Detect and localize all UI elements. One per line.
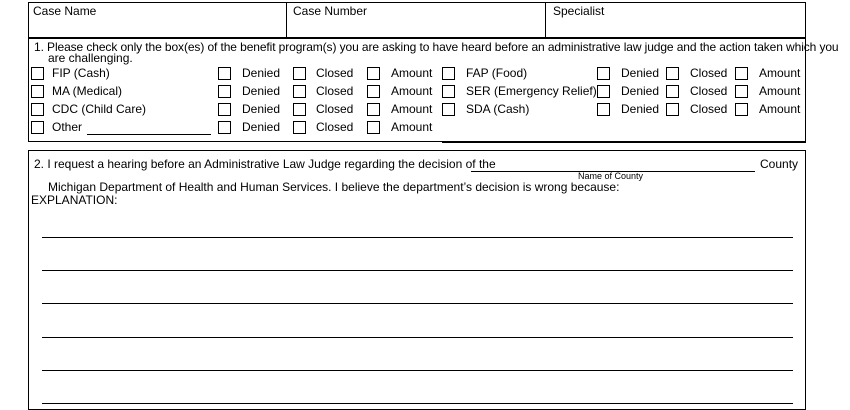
name-of-county-caption: Name of County (578, 171, 644, 181)
case-number-field[interactable] (287, 18, 544, 37)
ser-closed-label: Closed (690, 84, 728, 98)
ser-emergency-relief-label: SER (Emergency Relief) (466, 84, 597, 98)
explanation-line[interactable] (42, 237, 793, 238)
sda-denied-label: Denied (621, 102, 660, 116)
ma-medical-checkbox[interactable] (31, 85, 44, 98)
fip-amount-label: Amount (391, 66, 433, 80)
section1-instruction-cont: are challenging. (48, 51, 133, 65)
explanation-line[interactable] (42, 270, 793, 271)
ma-denied-checkbox[interactable] (218, 85, 231, 98)
case-name-field[interactable] (29, 18, 285, 37)
cdc-closed-label: Closed (316, 102, 354, 116)
ser-amount-checkbox[interactable] (735, 85, 748, 98)
specialist-field[interactable] (546, 18, 805, 37)
fip-denied-label: Denied (242, 66, 281, 80)
explanation-line[interactable] (42, 337, 793, 338)
sda-closed-checkbox[interactable] (666, 103, 679, 116)
ma-closed-checkbox[interactable] (293, 85, 306, 98)
fip-cash-checkbox[interactable] (31, 67, 44, 80)
cdc-closed-checkbox[interactable] (293, 103, 306, 116)
hearing-request-text: 2. I request a hearing before an Administrative Law Judge regarding the decision of the (34, 157, 496, 171)
other-denied-checkbox[interactable] (218, 121, 231, 134)
sda-cash-checkbox[interactable] (442, 103, 455, 116)
explanation-line[interactable] (42, 403, 793, 404)
fap-closed-label: Closed (690, 66, 728, 80)
fap-amount-label: Amount (759, 66, 801, 80)
other-amount-checkbox[interactable] (367, 121, 380, 134)
other-program-label: Other (52, 120, 83, 134)
ma-medical-label: MA (Medical) (52, 84, 123, 98)
ser-emergency-relief-checkbox[interactable] (442, 85, 455, 98)
sda-amount-label: Amount (759, 102, 801, 116)
ser-amount-label: Amount (759, 84, 801, 98)
sda-closed-label: Closed (690, 102, 728, 116)
fip-denied-checkbox[interactable] (218, 67, 231, 80)
ma-amount-label: Amount (391, 84, 433, 98)
department-decision-text: Michigan Department of Health and Human Services. I believe the department’s decision is wrong because: (48, 180, 620, 194)
cdc-child-care-label: CDC (Child Care) (52, 102, 147, 116)
other-denied-label: Denied (242, 120, 281, 134)
fap-denied-label: Denied (621, 66, 660, 80)
case-number-label: Case Number (293, 4, 368, 18)
ma-amount-checkbox[interactable] (367, 85, 380, 98)
other-program-input-line[interactable] (87, 134, 211, 135)
sda-amount-checkbox[interactable] (735, 103, 748, 116)
fap-denied-checkbox[interactable] (597, 67, 610, 80)
ser-denied-checkbox[interactable] (597, 85, 610, 98)
sda-denied-checkbox[interactable] (597, 103, 610, 116)
ma-denied-label: Denied (242, 84, 281, 98)
county-label: County (760, 157, 799, 171)
other-program-checkbox[interactable] (31, 121, 44, 134)
fap-amount-checkbox[interactable] (735, 67, 748, 80)
fap-food-checkbox[interactable] (442, 67, 455, 80)
right-grid-underline (442, 142, 806, 143)
specialist-label: Specialist (553, 4, 605, 18)
fip-cash-label: FIP (Cash) (52, 66, 110, 80)
explanation-line[interactable] (42, 303, 793, 304)
case-name-label: Case Name (33, 4, 97, 18)
explanation-label: EXPLANATION: (31, 193, 118, 207)
other-closed-checkbox[interactable] (293, 121, 306, 134)
cdc-child-care-checkbox[interactable] (31, 103, 44, 116)
ser-closed-checkbox[interactable] (666, 85, 679, 98)
fip-amount-checkbox[interactable] (367, 67, 380, 80)
ser-denied-label: Denied (621, 84, 660, 98)
explanation-line[interactable] (42, 370, 793, 371)
fip-closed-checkbox[interactable] (293, 67, 306, 80)
sda-cash-label: SDA (Cash) (466, 102, 530, 116)
cdc-denied-checkbox[interactable] (218, 103, 231, 116)
section1-instruction: 1. Please check only the box(es) of the benefit program(s) you are asking to have heard before an administrative law judge and the action taken which you (34, 40, 839, 54)
fap-food-label: FAP (Food) (466, 66, 528, 80)
cdc-denied-label: Denied (242, 102, 281, 116)
ma-closed-label: Closed (316, 84, 354, 98)
cdc-amount-label: Amount (391, 102, 433, 116)
fip-closed-label: Closed (316, 66, 354, 80)
other-amount-label: Amount (391, 120, 433, 134)
fap-closed-checkbox[interactable] (666, 67, 679, 80)
other-closed-label: Closed (316, 120, 354, 134)
cdc-amount-checkbox[interactable] (367, 103, 380, 116)
